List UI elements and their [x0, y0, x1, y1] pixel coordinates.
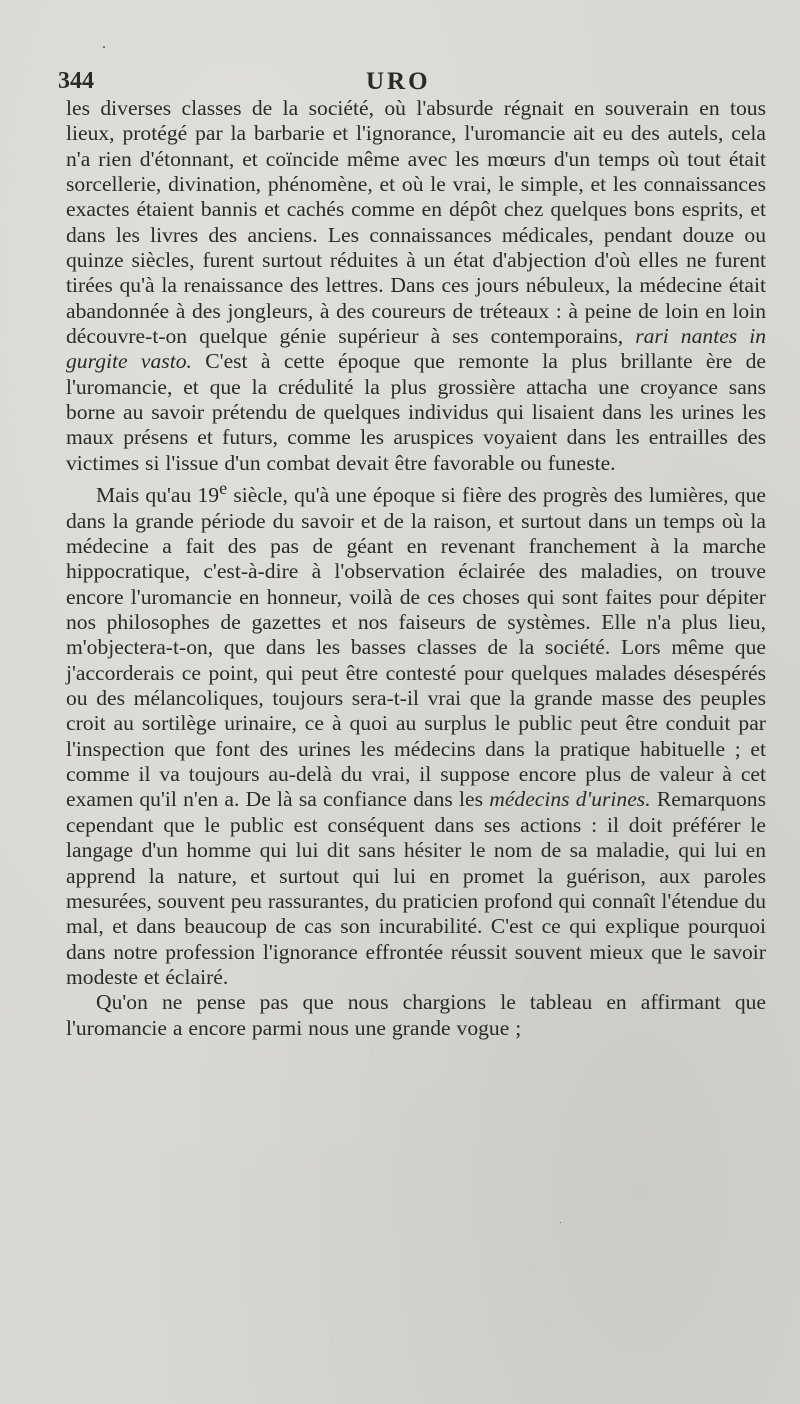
text-segment: les diverses classes de la société, où l'absurde régnait en souverain en tous lieux, protégé par la barbarie et l'ignorance, l'uromancie ait eu des autels, cela n'a rien d'étonnant, et coïncide même avec les mœurs d'un temps où tout était sorcellerie, divination, phénomène, et où le vrai, le simple, et les connaissances exactes étaient bannis et cachés comme en dépôt chez quelques bons esprits, et dans les livres des anciens. Les connaissances médicales, pendant douze ou quinze siècles, furent surtout réduites à un état d'abjection d'où elles ne furent tirées qu'à la renaissance des lettres. Dans ces jours nébuleux, la médecine était abandonnée à des jongleurs, à des coureurs de tréteaux : à peine de loin en loin découvre-t-on quelque génie supérieur à ses contemporains,: [66, 96, 766, 349]
text-segment: C'est à cette époque que remonte la plus brillante ère de l'uromancie, et que la crédulité la plus grossière attacha une croyance sans borne au savoir prétendu de quelques individus qui lisaient dans les urines les maux présens et futurs, comme les aruspices voyaient dans les entrailles des victimes si l'issue d'un combat devait être favorable ou funeste.: [66, 349, 766, 475]
running-head: [58, 62, 766, 96]
paragraph-1: [66, 96, 766, 476]
body-text: [66, 96, 766, 1041]
italic-term: médecins d'urines.: [489, 787, 651, 812]
paragraph-2: [66, 476, 766, 990]
page-number: 344: [58, 68, 94, 94]
text-segment: Mais qu'au 19: [96, 483, 220, 508]
paragraph-3: [66, 990, 766, 1041]
century-superscript: e: [219, 478, 228, 499]
running-head-title: URO: [366, 68, 431, 95]
paper-speck: [103, 46, 105, 48]
text-segment: Remarquons cependant que le public est conséquent dans ses actions : il doit préférer le langage d'un homme qui lui dit sans hésiter le nom de sa maladie, qui lui en apprend la nature, et surtout qui lui en promet la guérison, aux paroles mesurées, souvent peu rassurantes, du praticien profond qui connaît l'étendue du mal, et dans beaucoup de cas son incurabilité. C'est ce qui explique pourquoi dans notre profession l'ignorance effrontée réussit souvent mieux que le savoir modeste et éclairé.: [66, 787, 766, 989]
paper-speck: [560, 1222, 561, 1223]
latin-quote: rari nantes in gurgite vasto.: [66, 324, 766, 374]
text-segment: siècle, qu'à une époque si fière des progrès des lumières, que dans la grande période du savoir et de la raison, et surtout dans un temps où la médecine a fait des pas de géant en revenant franchement à la marche hippocratique, c'est-à-dire à l'observation éclairée des maladies, on trouve encore l'uromancie en honneur, voilà de ces choses qui sont faites pour dépiter nos philosophes de gazettes et nos faiseurs de systèmes. Elle n'a plus lieu, m'objectera-t-on, que dans les basses classes de la société. Lors même que j'accorderais ce point, qui peut être contesté pour quelques malades désespérés ou des mélancoliques, toujours sera-t-il vrai que la grande masse des peuples croit au sortilège urinaire, ce à quoi au surplus le public peut être conduit par l'inspection que font des urines les médecins dans la pratique habituelle ; et comme il va toujours au-delà du vrai, il suppose encore plus de valeur à cet examen qu'il n'en a. De là sa confiance dans les: [66, 483, 766, 812]
text-segment: Qu'on ne pense pas que nous chargions le tableau en affirmant que l'uromancie a encore parmi nous une grande vogue ;: [66, 990, 766, 1040]
